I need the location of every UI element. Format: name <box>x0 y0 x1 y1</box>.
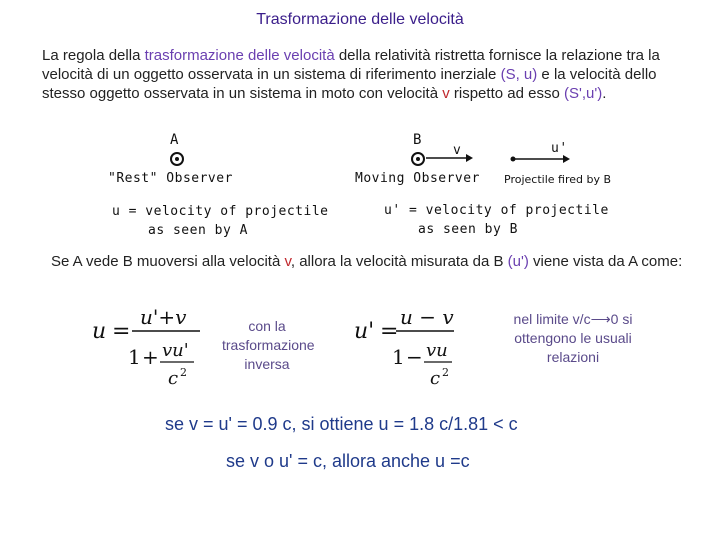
formula2-den-frac-num: vu <box>426 340 448 361</box>
inverse-transformation-note: con la trasformazione inversa <box>222 318 315 372</box>
formula2-den-frac-den: c <box>430 368 441 389</box>
intro-text-4: rispetto ad esso <box>449 85 564 102</box>
u-definition-line2: as seen by A <box>148 223 248 238</box>
label-u-prime: u' <box>551 141 568 156</box>
velocity-v-label: v <box>442 85 450 102</box>
rest-observer-label: "Rest" Observer <box>108 171 233 186</box>
intro-text-3: e la velocità dello stesso oggetto osservata in un sistema in moto con velocità <box>42 66 657 102</box>
explanation-paragraph <box>51 252 691 271</box>
u-prime-definition-line2: as seen by B <box>418 222 518 237</box>
observer-b-icon <box>411 152 425 166</box>
intro-text-1: La regola della <box>42 47 145 64</box>
velocity-addition-formula <box>88 300 208 392</box>
formula1-den-frac-num: vu' <box>162 340 189 361</box>
formula2-den-minus: − <box>406 345 423 369</box>
svg-text:=: = <box>112 319 131 344</box>
projectile-fired-label: Projectile fired by B <box>504 173 612 186</box>
svg-text:2: 2 <box>442 366 449 379</box>
intro-text-5: . <box>602 85 607 102</box>
velocity-arrow-icon <box>424 150 474 166</box>
formula2-numerator: u − v <box>400 305 454 329</box>
para2-velocity-v: v <box>284 253 291 270</box>
result-example-1: se v = u' = 0.9 c, si ottiene u = 1.8 c/1.81 < c <box>165 414 518 434</box>
formula1-den-one: 1 <box>128 345 141 369</box>
formula1-lhs: u <box>92 319 107 344</box>
label-a: A <box>170 132 179 148</box>
formula1-numerator: u'+v <box>140 305 187 329</box>
transformation-link-text: trasformazione delle velocità <box>144 47 335 64</box>
para2-text-3: viene vista da A come: <box>528 253 683 270</box>
page-title: Trasformazione delle velocità <box>256 11 464 28</box>
u-prime-definition-line1: u' = velocity of projectile <box>384 203 609 218</box>
para2-text-1: Se A vede B muoversi alla velocità <box>51 253 285 270</box>
formula1-den-plus: + <box>142 345 159 369</box>
frame-s-label: (S, u) <box>500 66 538 83</box>
inverse-transformation-formula <box>350 300 460 392</box>
intro-text-2: della relatività ristretta fornisce la relazione tra la velocità di un oggetto osservata in un sistema di riferimento inerziale <box>42 47 660 83</box>
observer-a-icon <box>170 152 184 166</box>
formula2-lhs: u' <box>354 319 375 344</box>
formula1-den-frac-den: c <box>168 368 179 389</box>
label-v: v <box>453 143 462 158</box>
label-b: B <box>413 132 422 148</box>
intro-paragraph <box>42 46 692 103</box>
frame-s-prime-label: (S',u') <box>563 85 603 102</box>
svg-text:2: 2 <box>180 366 187 379</box>
limit-note: nel limite v/c⟶0 si ottengono le usuali relazioni <box>513 311 633 365</box>
result-example-2: se v o u' = c, allora anche u =c <box>226 451 470 471</box>
para2-text-2: , allora la velocità misurata da B <box>290 253 508 270</box>
formula2-den-one: 1 <box>392 345 405 369</box>
moving-observer-label: Moving Observer <box>355 171 480 186</box>
para2-u-prime: (u') <box>507 253 529 270</box>
u-definition-line1: u = velocity of projectile <box>112 204 329 219</box>
svg-text:=: = <box>380 319 399 344</box>
